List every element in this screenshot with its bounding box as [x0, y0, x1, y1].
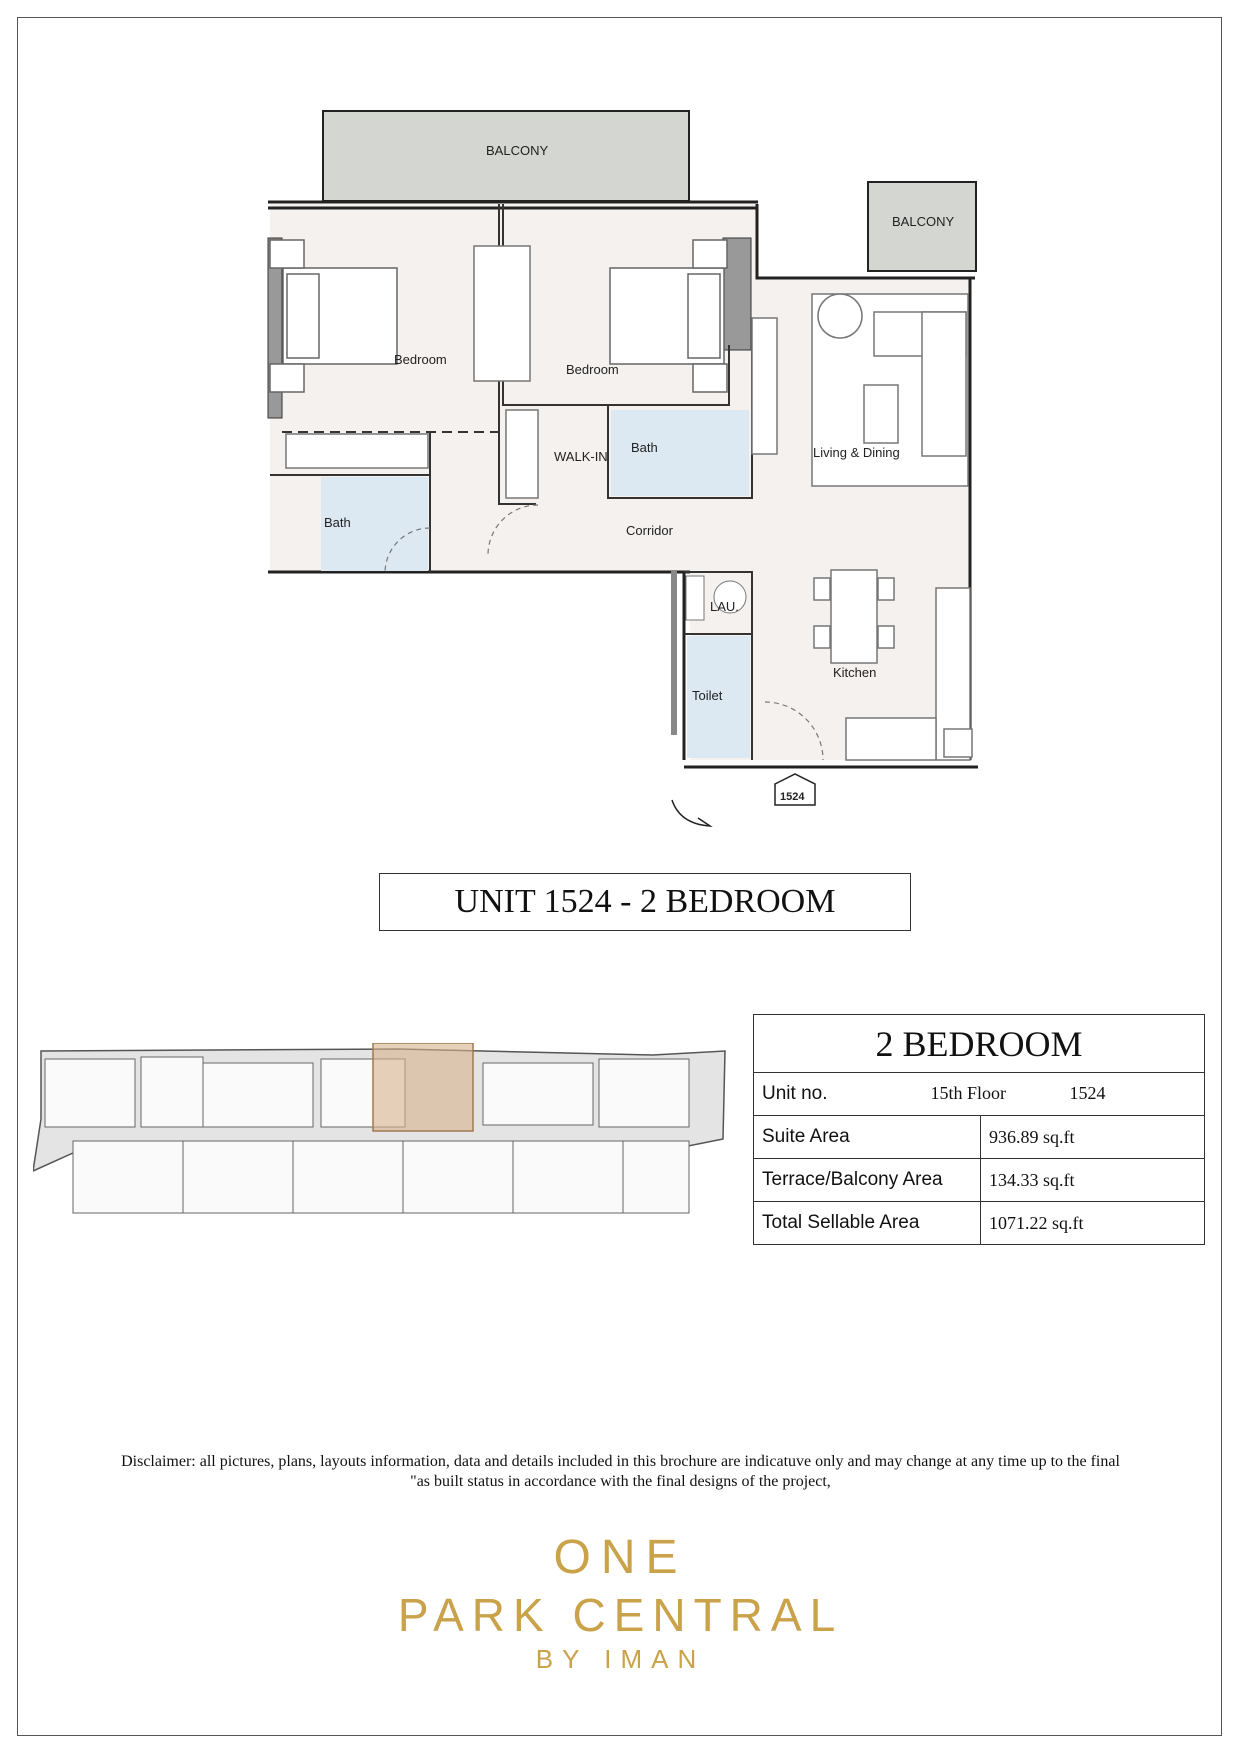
- bedroom-2-label: Bedroom: [566, 362, 619, 377]
- unit-floor-plan: [0, 0, 1241, 850]
- logo-line-by-iman: BY IMAN: [535, 1644, 706, 1674]
- unit-title: UNIT 1524 - 2 BEDROOM: [379, 873, 911, 931]
- living-dining-label: Living & Dining: [813, 445, 900, 460]
- building-key-plan: [33, 1043, 728, 1218]
- corridor-label: Corridor: [626, 523, 673, 538]
- unit-spec-table: [753, 1014, 1205, 1245]
- disclaimer-line-1: Disclaimer: all pictures, plans, layouts information, data and details included in this brochure are indicatuve only and may change at any time up to the final: [121, 1453, 1120, 1470]
- unit-tag: 1524: [780, 791, 805, 803]
- logo-line-one: ONE: [553, 1531, 688, 1584]
- total-area-value: 1071.22 sq.ft: [981, 1202, 1205, 1245]
- total-area-label: Total Sellable Area: [754, 1202, 981, 1245]
- balcony-main-label: BALCONY: [486, 143, 549, 158]
- suite-area-value: 936.89 sq.ft: [981, 1116, 1205, 1159]
- unit-no-label: Unit no.: [762, 1083, 828, 1104]
- balcony-area-label: Terrace/Balcony Area: [754, 1159, 981, 1202]
- disclaimer-line-2: "as built status in accordance with the final designs of the project,: [410, 1473, 831, 1490]
- bath-1-label: Bath: [324, 515, 351, 530]
- floor-value: 15th Floor: [930, 1083, 1007, 1103]
- toilet-label: Toilet: [692, 688, 723, 703]
- suite-area-label: Suite Area: [754, 1116, 981, 1159]
- unit-number-value: 1524: [1069, 1083, 1106, 1103]
- balcony-area-value: 134.33 sq.ft: [981, 1159, 1205, 1202]
- laundry-label: LAU.: [710, 599, 739, 614]
- bedroom-1-label: Bedroom: [394, 352, 447, 367]
- kitchen-label: Kitchen: [833, 665, 877, 680]
- balcony-side-label: BALCONY: [892, 214, 955, 229]
- disclaimer: [60, 1452, 1181, 1492]
- walk-in-label: WALK-IN: [554, 449, 608, 464]
- logo-line-park-central: PARK CENTRAL: [397, 1589, 844, 1641]
- brand-logo: [0, 1530, 1241, 1675]
- bath-2-label: Bath: [631, 440, 658, 455]
- spec-heading: 2 BEDROOM: [754, 1015, 1205, 1073]
- highlighted-unit: [373, 1043, 473, 1131]
